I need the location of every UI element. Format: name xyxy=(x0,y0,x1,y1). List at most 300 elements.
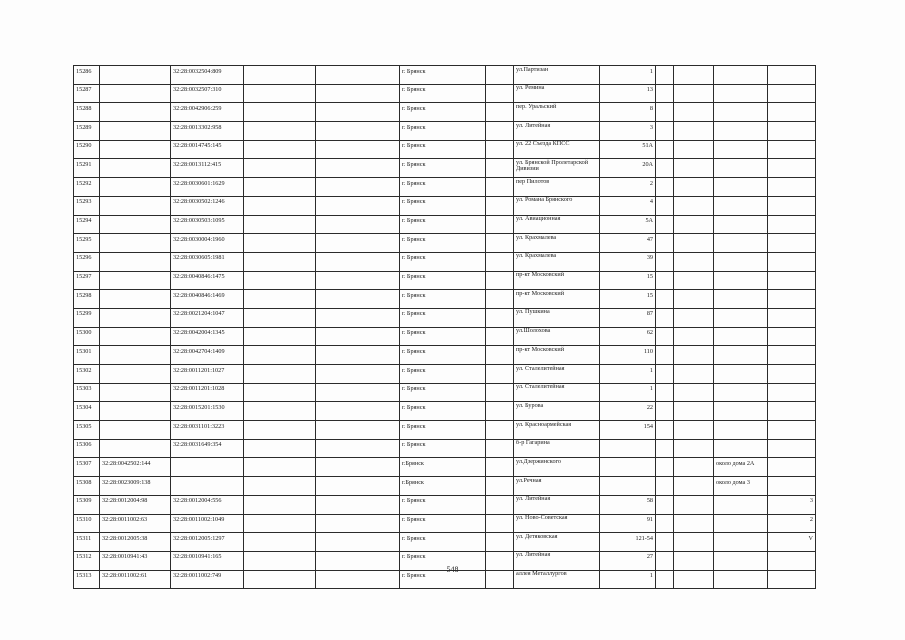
record-id: 15287 xyxy=(74,84,100,103)
house-number: 1 xyxy=(600,365,656,384)
city-cell: г. Брянск xyxy=(400,439,486,458)
extra-mark xyxy=(768,290,816,309)
empty-cell xyxy=(656,140,674,159)
empty-cell xyxy=(674,421,714,440)
empty-cell xyxy=(486,122,514,141)
empty-cell xyxy=(316,252,400,271)
street-cell: ул. Бурова xyxy=(514,402,600,421)
extra-mark xyxy=(768,271,816,290)
cadastral-number-b: 32:28:0030503:1095 xyxy=(171,215,244,234)
city-cell: г. Брянск xyxy=(400,402,486,421)
city-cell: г. Брянск xyxy=(400,103,486,122)
cadastral-number-a: 32:28:0010941:43 xyxy=(100,551,171,570)
empty-cell xyxy=(486,84,514,103)
table-row xyxy=(74,477,816,496)
house-number: 27 xyxy=(600,551,656,570)
empty-cell xyxy=(316,327,400,346)
empty-cell xyxy=(486,178,514,197)
empty-cell xyxy=(486,290,514,309)
house-number: 2 xyxy=(600,178,656,197)
cadastral-number-a: 32:28:0011002:61 xyxy=(100,570,171,589)
cadastral-number-a xyxy=(100,66,171,85)
city-cell: г. Брянск xyxy=(400,271,486,290)
empty-cell xyxy=(316,495,400,514)
empty-cell xyxy=(316,84,400,103)
record-id: 15291 xyxy=(74,159,100,178)
cadastral-number-a xyxy=(100,234,171,253)
street-cell: ул. Сталелитейная xyxy=(514,383,600,402)
cadastral-number-b: 32:28:0014745:145 xyxy=(171,140,244,159)
empty-cell xyxy=(486,159,514,178)
empty-cell xyxy=(244,402,316,421)
city-cell: г. Брянск xyxy=(400,327,486,346)
table-row xyxy=(74,365,816,384)
extra-mark xyxy=(768,477,816,496)
extra-mark: V xyxy=(768,533,816,552)
empty-cell xyxy=(316,159,400,178)
city-cell: г. Брянск xyxy=(400,308,486,327)
empty-cell xyxy=(674,327,714,346)
cadastral-number-a xyxy=(100,84,171,103)
record-id: 15293 xyxy=(74,196,100,215)
cadastral-number-a xyxy=(100,140,171,159)
city-cell: г. Брянск xyxy=(400,122,486,141)
extra-mark xyxy=(768,234,816,253)
empty-cell xyxy=(674,477,714,496)
page-number: 548 xyxy=(446,565,459,574)
house-number: 58 xyxy=(600,495,656,514)
extra-mark: 3 xyxy=(768,495,816,514)
empty-cell xyxy=(486,383,514,402)
empty-cell xyxy=(656,66,674,85)
empty-cell xyxy=(656,234,674,253)
empty-cell xyxy=(316,533,400,552)
cadastral-number-b: 32:28:0042004:1345 xyxy=(171,327,244,346)
table-row xyxy=(74,533,816,552)
house-number: 1 xyxy=(600,66,656,85)
cadastral-number-a xyxy=(100,421,171,440)
city-cell: г. Брянск xyxy=(400,514,486,533)
empty-cell xyxy=(674,402,714,421)
empty-cell xyxy=(316,234,400,253)
record-id: 15290 xyxy=(74,140,100,159)
empty-cell xyxy=(674,159,714,178)
extra-mark xyxy=(768,103,816,122)
empty-cell xyxy=(244,159,316,178)
record-id: 15311 xyxy=(74,533,100,552)
city-cell: г. Брянск xyxy=(400,383,486,402)
location-note xyxy=(714,215,768,234)
location-note xyxy=(714,84,768,103)
house-number: 8 xyxy=(600,103,656,122)
street-cell: ул. Ново-Советская xyxy=(514,514,600,533)
table-row xyxy=(74,439,816,458)
location-note xyxy=(714,196,768,215)
house-number: 62 xyxy=(600,327,656,346)
city-cell: г. Брянск xyxy=(400,215,486,234)
empty-cell xyxy=(244,477,316,496)
extra-mark xyxy=(768,327,816,346)
empty-cell xyxy=(674,346,714,365)
extra-mark xyxy=(768,402,816,421)
cadastral-number-a xyxy=(100,383,171,402)
extra-mark xyxy=(768,215,816,234)
city-cell: г. Брянск xyxy=(400,533,486,552)
cadastral-number-a xyxy=(100,159,171,178)
empty-cell xyxy=(656,103,674,122)
empty-cell xyxy=(656,383,674,402)
street-cell: пр-кт Московский xyxy=(514,290,600,309)
cadastral-number-a: 32:28:0011002:63 xyxy=(100,514,171,533)
cadastral-number-b: 32:28:0012004:556 xyxy=(171,495,244,514)
cadastral-number-a xyxy=(100,327,171,346)
record-id: 15304 xyxy=(74,402,100,421)
record-id: 15286 xyxy=(74,66,100,85)
empty-cell xyxy=(316,196,400,215)
empty-cell xyxy=(244,252,316,271)
cadastral-number-a: 32:28:0042502:144 xyxy=(100,458,171,477)
city-cell: г. Брянск xyxy=(400,252,486,271)
empty-cell xyxy=(244,196,316,215)
empty-cell xyxy=(674,140,714,159)
street-cell: ул. Ремина xyxy=(514,84,600,103)
empty-cell xyxy=(656,365,674,384)
cadastral-number-a: 32:28:0023009:138 xyxy=(100,477,171,496)
house-number xyxy=(600,439,656,458)
empty-cell xyxy=(244,495,316,514)
cadastral-number-b: 32:28:0011201:1027 xyxy=(171,365,244,384)
extra-mark xyxy=(768,421,816,440)
cadastral-number-b: 32:28:0030502:1246 xyxy=(171,196,244,215)
extra-mark xyxy=(768,365,816,384)
cadastral-number-b: 32:28:0015201:1530 xyxy=(171,402,244,421)
house-number xyxy=(600,458,656,477)
record-id: 15308 xyxy=(74,477,100,496)
cadastral-number-a xyxy=(100,103,171,122)
location-note xyxy=(714,122,768,141)
empty-cell xyxy=(486,252,514,271)
street-cell: ул. Литейная xyxy=(514,122,600,141)
street-cell: ул. Романа Брянского xyxy=(514,196,600,215)
empty-cell xyxy=(486,439,514,458)
empty-cell xyxy=(244,215,316,234)
cadastral-number-b: 32:28:0011002:749 xyxy=(171,570,244,589)
street-cell: пр-кт Московский xyxy=(514,346,600,365)
extra-mark xyxy=(768,252,816,271)
city-cell: г. Брянск xyxy=(400,421,486,440)
house-number: 20А xyxy=(600,159,656,178)
house-number xyxy=(600,477,656,496)
table-row xyxy=(74,346,816,365)
cadastral-number-a xyxy=(100,252,171,271)
location-note xyxy=(714,234,768,253)
empty-cell xyxy=(656,196,674,215)
street-cell: ул.Речная xyxy=(514,477,600,496)
cadastral-number-a xyxy=(100,365,171,384)
empty-cell xyxy=(674,290,714,309)
empty-cell xyxy=(316,215,400,234)
table-row xyxy=(74,252,816,271)
table-row xyxy=(74,215,816,234)
cadastral-number-b: 32:28:0042906:259 xyxy=(171,103,244,122)
cadastral-number-b: 32:28:0010941:165 xyxy=(171,551,244,570)
record-id: 15303 xyxy=(74,383,100,402)
cadastral-number-b: 32:28:0021204:1047 xyxy=(171,308,244,327)
table-row xyxy=(74,84,816,103)
location-note xyxy=(714,159,768,178)
street-cell: ул. Красноармейская xyxy=(514,421,600,440)
record-id: 15296 xyxy=(74,252,100,271)
house-number: 1 xyxy=(600,383,656,402)
location-note xyxy=(714,402,768,421)
street-cell: пер. Уральский xyxy=(514,103,600,122)
cadastral-number-a xyxy=(100,215,171,234)
record-id: 15292 xyxy=(74,178,100,197)
location-note: около дома 2А xyxy=(714,458,768,477)
extra-mark xyxy=(768,140,816,159)
empty-cell xyxy=(316,458,400,477)
empty-cell xyxy=(316,178,400,197)
empty-cell xyxy=(674,514,714,533)
record-id: 15289 xyxy=(74,122,100,141)
record-id: 15295 xyxy=(74,234,100,253)
cadastral-number-b: 32:28:0040846:1469 xyxy=(171,290,244,309)
empty-cell xyxy=(656,327,674,346)
extra-mark xyxy=(768,346,816,365)
city-cell: г. Брянск xyxy=(400,290,486,309)
street-cell: ул. Крахмалева xyxy=(514,252,600,271)
street-cell: ул. Детяковская xyxy=(514,533,600,552)
location-note xyxy=(714,66,768,85)
empty-cell xyxy=(486,196,514,215)
cadastral-number-b: 32:28:0013302:958 xyxy=(171,122,244,141)
extra-mark xyxy=(768,159,816,178)
empty-cell xyxy=(316,271,400,290)
cadastral-number-a xyxy=(100,402,171,421)
empty-cell xyxy=(674,252,714,271)
city-cell: г. Брянск xyxy=(400,66,486,85)
city-cell: г. Брянск xyxy=(400,84,486,103)
empty-cell xyxy=(486,402,514,421)
empty-cell xyxy=(486,421,514,440)
empty-cell xyxy=(656,215,674,234)
empty-cell xyxy=(244,103,316,122)
empty-cell xyxy=(244,421,316,440)
empty-cell xyxy=(656,271,674,290)
table-row xyxy=(74,514,816,533)
empty-cell xyxy=(674,271,714,290)
record-id: 15312 xyxy=(74,551,100,570)
location-note xyxy=(714,495,768,514)
house-number: 91 xyxy=(600,514,656,533)
empty-cell xyxy=(674,122,714,141)
city-cell: г. Брянск xyxy=(400,234,486,253)
extra-mark xyxy=(768,439,816,458)
empty-cell xyxy=(656,402,674,421)
house-number: 5А xyxy=(600,215,656,234)
location-note xyxy=(714,327,768,346)
empty-cell xyxy=(674,234,714,253)
empty-cell xyxy=(486,140,514,159)
house-number: 121-54 xyxy=(600,533,656,552)
empty-cell xyxy=(316,290,400,309)
empty-cell xyxy=(316,439,400,458)
empty-cell xyxy=(674,84,714,103)
city-cell: г. Брянск xyxy=(400,570,486,589)
empty-cell xyxy=(486,308,514,327)
street-cell: ул. Литейная xyxy=(514,551,600,570)
empty-cell xyxy=(244,308,316,327)
extra-mark: 2 xyxy=(768,514,816,533)
cadastral-number-a xyxy=(100,122,171,141)
empty-cell xyxy=(486,327,514,346)
empty-cell xyxy=(674,495,714,514)
street-cell: ул.Партизан xyxy=(514,66,600,85)
empty-cell xyxy=(244,178,316,197)
empty-cell xyxy=(656,346,674,365)
location-note xyxy=(714,271,768,290)
extra-mark xyxy=(768,308,816,327)
table-row xyxy=(74,458,816,477)
cadastral-number-b: 32:28:0030004:1960 xyxy=(171,234,244,253)
empty-cell xyxy=(316,346,400,365)
house-number: 3 xyxy=(600,122,656,141)
cadastral-number-a xyxy=(100,196,171,215)
city-cell: г. Брянск xyxy=(400,196,486,215)
record-id: 15288 xyxy=(74,103,100,122)
empty-cell xyxy=(674,308,714,327)
empty-cell xyxy=(656,439,674,458)
table-row xyxy=(74,327,816,346)
empty-cell xyxy=(486,533,514,552)
street-cell: ул. 22 Съезда КПСС xyxy=(514,140,600,159)
cadastral-number-b: 32:28:0011201:1028 xyxy=(171,383,244,402)
cadastral-number-b: 32:28:0042704:1409 xyxy=(171,346,244,365)
empty-cell xyxy=(244,458,316,477)
empty-cell xyxy=(674,439,714,458)
empty-cell xyxy=(656,421,674,440)
location-note xyxy=(714,346,768,365)
city-cell: г. Брянск xyxy=(400,346,486,365)
house-number: 47 xyxy=(600,234,656,253)
register-table xyxy=(73,65,816,589)
empty-cell xyxy=(244,533,316,552)
house-number: 87 xyxy=(600,308,656,327)
empty-cell xyxy=(316,103,400,122)
house-number: 1 xyxy=(600,570,656,589)
record-id: 15307 xyxy=(74,458,100,477)
cadastral-number-b: 32:28:0011002:1049 xyxy=(171,514,244,533)
cadastral-number-b xyxy=(171,458,244,477)
empty-cell xyxy=(674,196,714,215)
empty-cell xyxy=(316,477,400,496)
location-note xyxy=(714,383,768,402)
cadastral-number-a xyxy=(100,308,171,327)
cadastral-number-b: 32:28:0030605:1981 xyxy=(171,252,244,271)
street-cell: ул. Пушкина xyxy=(514,308,600,327)
record-id: 15299 xyxy=(74,308,100,327)
cadastral-number-b: 32:28:0031649:354 xyxy=(171,439,244,458)
empty-cell xyxy=(486,514,514,533)
house-number: 39 xyxy=(600,252,656,271)
empty-cell xyxy=(656,308,674,327)
street-cell: ул. Авиационная xyxy=(514,215,600,234)
house-number: 22 xyxy=(600,402,656,421)
record-id: 15313 xyxy=(74,570,100,589)
empty-cell xyxy=(486,458,514,477)
table-row xyxy=(74,140,816,159)
location-note xyxy=(714,252,768,271)
empty-cell xyxy=(674,215,714,234)
empty-cell xyxy=(486,271,514,290)
extra-mark xyxy=(768,196,816,215)
empty-cell xyxy=(656,122,674,141)
street-cell: ул. Сталелитейная xyxy=(514,365,600,384)
cadastral-number-b xyxy=(171,477,244,496)
record-id: 15309 xyxy=(74,495,100,514)
empty-cell xyxy=(244,234,316,253)
street-cell: б-р Гагарина xyxy=(514,439,600,458)
empty-cell xyxy=(244,271,316,290)
location-note xyxy=(714,103,768,122)
empty-cell xyxy=(316,140,400,159)
empty-cell xyxy=(656,458,674,477)
house-number: 110 xyxy=(600,346,656,365)
record-id: 15305 xyxy=(74,421,100,440)
cadastral-number-b: 32:28:0012005:1297 xyxy=(171,533,244,552)
empty-cell xyxy=(316,421,400,440)
house-number: 13 xyxy=(600,84,656,103)
empty-cell xyxy=(486,66,514,85)
empty-cell xyxy=(244,327,316,346)
table-row xyxy=(74,103,816,122)
extra-mark xyxy=(768,66,816,85)
house-number: 15 xyxy=(600,271,656,290)
location-note xyxy=(714,290,768,309)
empty-cell xyxy=(244,439,316,458)
street-cell: пер Пилотов xyxy=(514,178,600,197)
empty-cell xyxy=(244,122,316,141)
empty-cell xyxy=(316,308,400,327)
table-row xyxy=(74,383,816,402)
location-note xyxy=(714,514,768,533)
street-cell: ул.Шолохова xyxy=(514,327,600,346)
extra-mark xyxy=(768,84,816,103)
empty-cell xyxy=(656,477,674,496)
cadastral-number-a xyxy=(100,290,171,309)
empty-cell xyxy=(674,533,714,552)
empty-cell xyxy=(244,290,316,309)
table-row xyxy=(74,178,816,197)
cadastral-number-b: 32:28:0013112:415 xyxy=(171,159,244,178)
street-cell: аллея Металлургов xyxy=(514,570,600,589)
cadastral-number-b: 32:28:0032504:809 xyxy=(171,66,244,85)
location-note xyxy=(714,140,768,159)
empty-cell xyxy=(244,514,316,533)
register-body xyxy=(74,66,816,589)
table-row xyxy=(74,159,816,178)
extra-mark xyxy=(768,122,816,141)
street-cell: ул. Литейная xyxy=(514,495,600,514)
empty-cell xyxy=(244,383,316,402)
location-note: около дома 3 xyxy=(714,477,768,496)
city-cell: г. Брянск xyxy=(400,140,486,159)
table-row xyxy=(74,196,816,215)
record-id: 15301 xyxy=(74,346,100,365)
empty-cell xyxy=(486,365,514,384)
street-cell: ул. Брянской Пролетарской Дивизии xyxy=(514,159,600,178)
empty-cell xyxy=(674,178,714,197)
